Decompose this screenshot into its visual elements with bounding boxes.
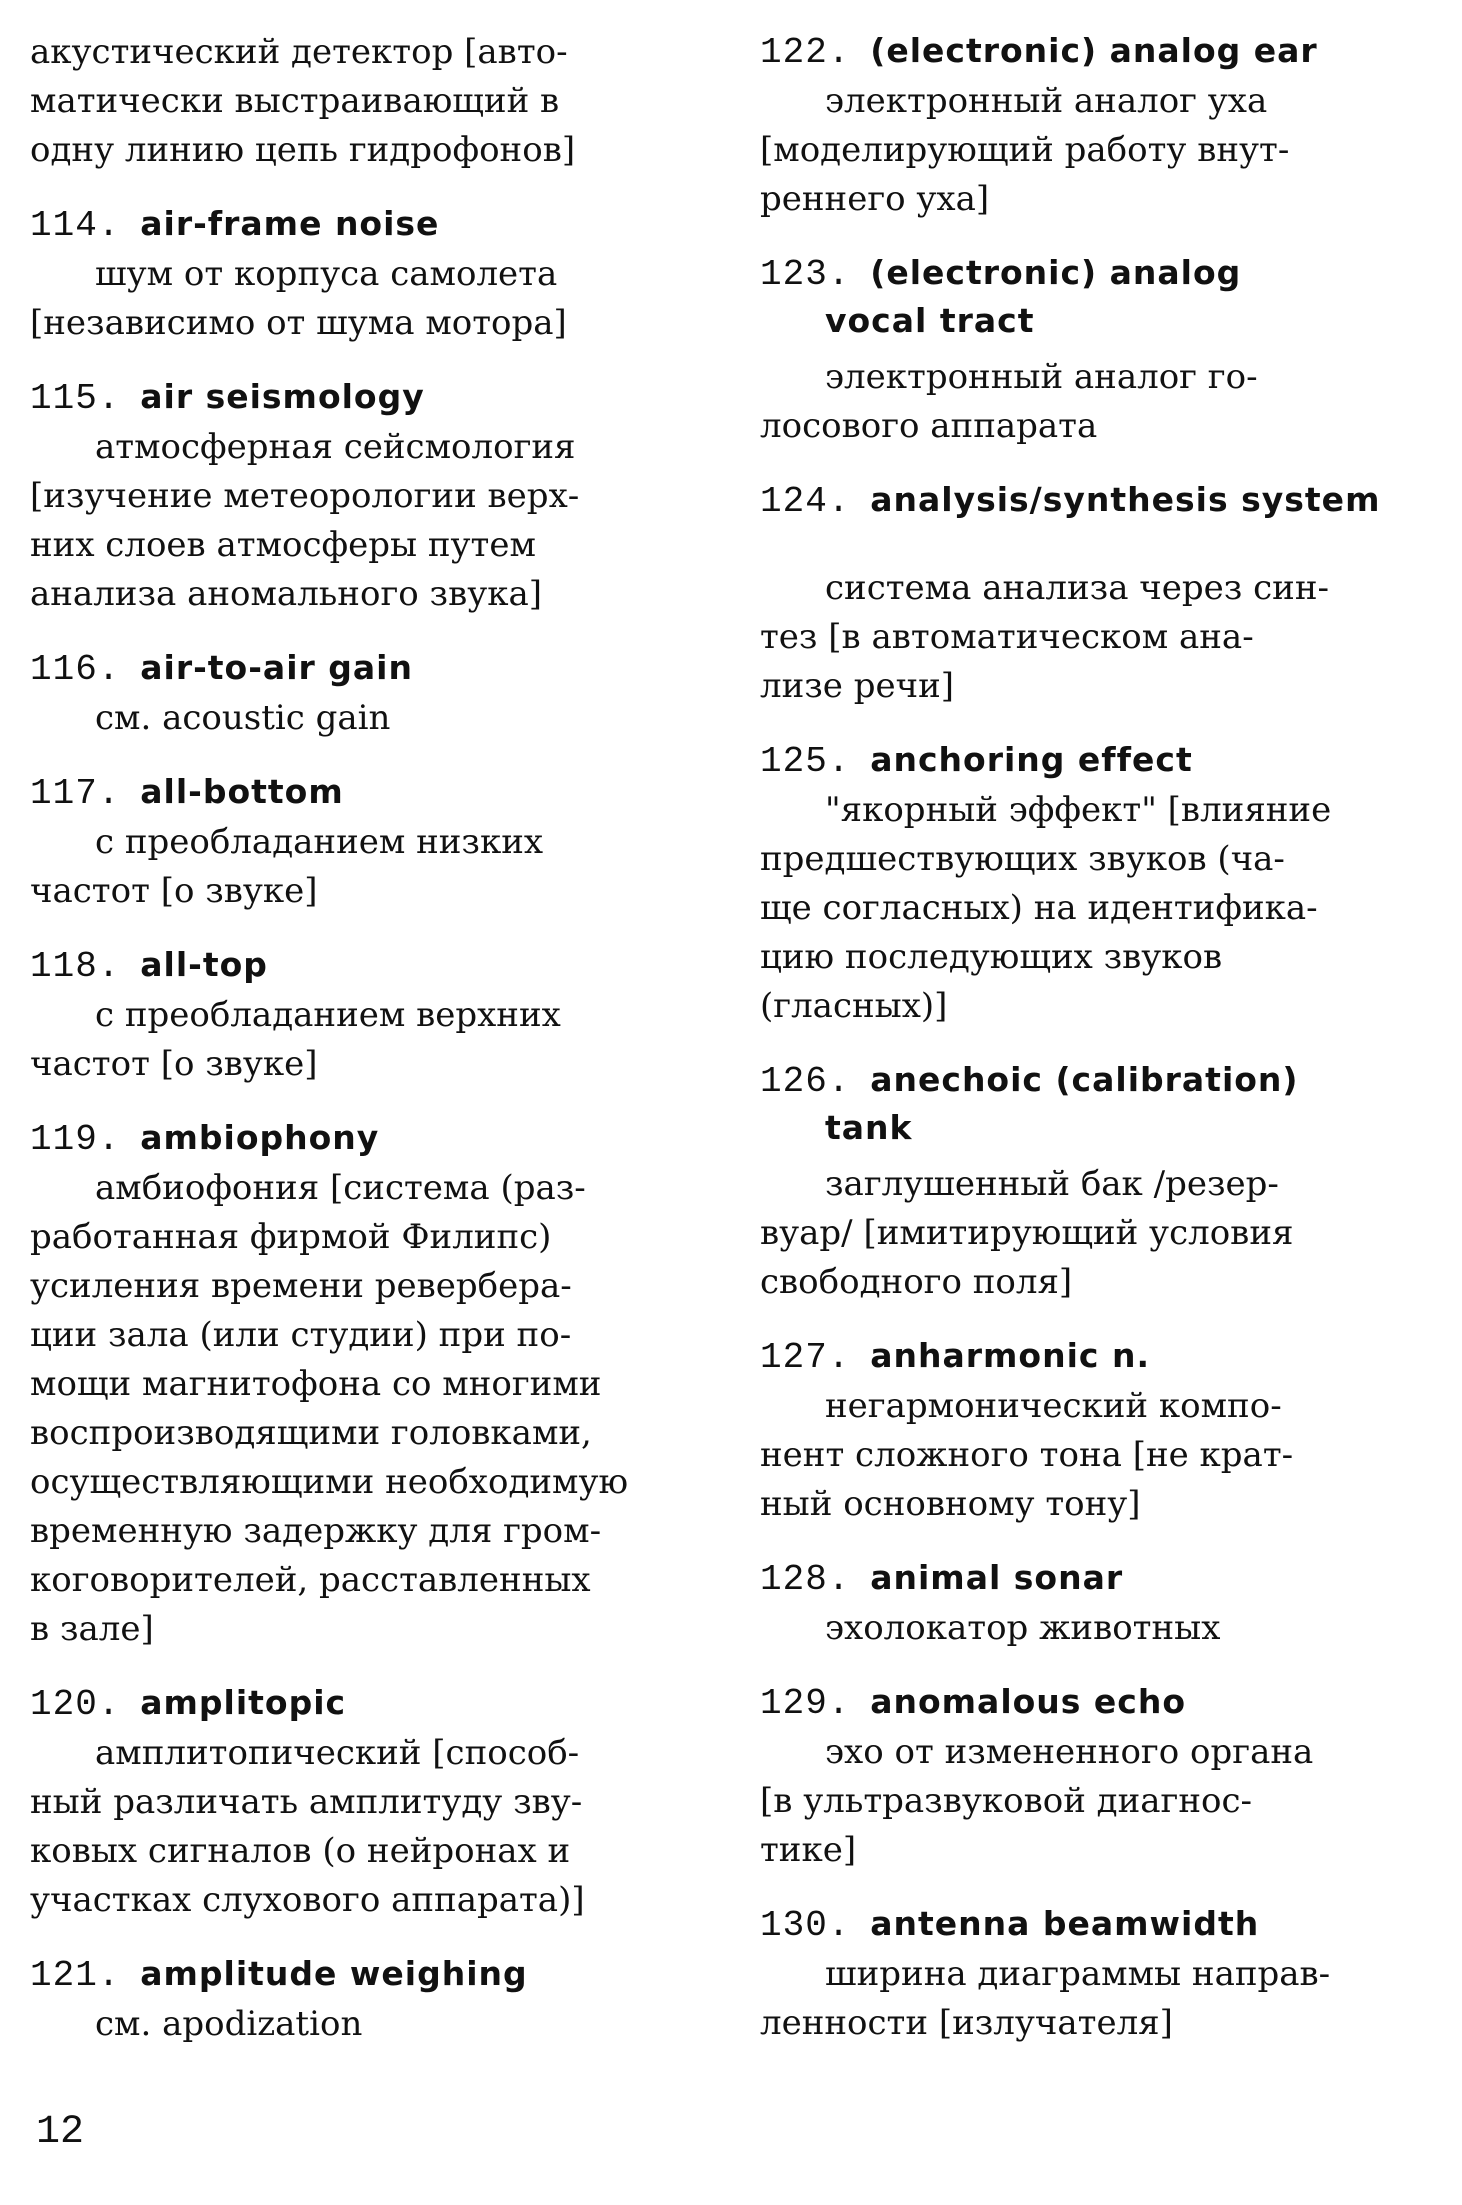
definition-line: атмосферная сейсмология — [95, 427, 576, 467]
entry-number: 114. — [30, 205, 121, 246]
definition-line: ленности [излучателя] — [760, 2003, 1173, 2043]
definition-line: [изучение метеорологии верх- — [30, 476, 580, 516]
definition-line: анализа аномального звука] — [30, 574, 543, 614]
entry-118 — [30, 942, 710, 1089]
entry-number: 116. — [30, 649, 121, 690]
definition-line: лизе речи] — [760, 666, 955, 706]
entry-119 — [30, 1115, 710, 1654]
entry-term: ambiophony — [140, 1118, 380, 1157]
entry-term: all-bottom — [140, 772, 344, 811]
definition-line: эхо от измененного органа — [825, 1732, 1314, 1772]
entry-number: 118. — [30, 946, 121, 987]
entry-term: antenna beamwidth — [870, 1904, 1260, 1943]
definition-line: матически выстраивающий в — [30, 81, 560, 121]
definition-line: (гласных)] — [760, 986, 948, 1026]
definition-line: электронный аналог уха — [825, 81, 1268, 121]
definition-line: них слоев атмосферы путем — [30, 525, 536, 565]
definition-line: тике] — [760, 1830, 857, 1870]
definition-line: воспроизводящими головками, — [30, 1413, 592, 1453]
page-number: 12 — [36, 2110, 85, 2155]
entry-number: 126. — [760, 1061, 851, 1102]
entry-number: 125. — [760, 741, 851, 782]
entry-term: (electronic) analog — [870, 253, 1242, 292]
definition-line: ции зала (или студии) при по- — [30, 1315, 572, 1355]
entry-number: 119. — [30, 1119, 121, 1160]
definition-line: цию последующих звуков — [760, 937, 1223, 977]
entry-126 — [760, 1057, 1450, 1307]
entry-128 — [760, 1555, 1450, 1653]
definition-line: с преобладанием низких — [95, 822, 544, 862]
definition-line: мощи магнитофона со многими — [30, 1364, 602, 1404]
entry-114 — [30, 201, 710, 348]
definition-line: заглушенный бак /резер- — [825, 1164, 1279, 1204]
entry-number: 130. — [760, 1905, 851, 1946]
definition-line: усиления времени реверберa- — [30, 1266, 572, 1306]
definition-line: эхолокатор животных — [825, 1608, 1221, 1648]
entry-term: air-frame noise — [140, 204, 440, 243]
definition-line: нент сложного тона [не крат- — [760, 1435, 1294, 1475]
definition-line: ный различать амплитуду зву- — [30, 1782, 583, 1822]
entry-121 — [30, 1951, 710, 2049]
entry-117 — [30, 769, 710, 916]
definition-line: шум от корпуса самолета — [95, 254, 558, 294]
right-column — [760, 28, 1450, 2074]
definition-line: электронный аналог го- — [825, 357, 1258, 397]
entry-number: 127. — [760, 1337, 851, 1378]
entry-term: air seismology — [140, 377, 425, 416]
entry-term: (electronic) analog ear — [870, 31, 1318, 70]
entry-number: 129. — [760, 1683, 851, 1724]
definition-line: [в ультразвуковой диагнос- — [760, 1781, 1253, 1821]
entry-term: analysis/synthesis system — [870, 480, 1381, 519]
definition-line: амбиофония [система (раз- — [95, 1168, 586, 1208]
entry-number: 123. — [760, 254, 851, 295]
definition-line: акустический детектор [авто- — [30, 32, 568, 72]
entry-term: anchoring effect — [870, 740, 1193, 779]
entry-term: anharmonic n. — [870, 1336, 1150, 1375]
definition-line: лосового аппарата — [760, 406, 1098, 446]
definition-line: [независимо от шума мотора] — [30, 303, 567, 343]
definition-line: частот [о звуке] — [30, 1044, 318, 1084]
definition-line: ковых сигналов (о нейронах и — [30, 1831, 571, 1871]
definition-line: ный основному тону] — [760, 1484, 1141, 1524]
entry-number: 124. — [760, 481, 851, 522]
entry-number: 122. — [760, 32, 851, 73]
entry-127 — [760, 1333, 1450, 1529]
definition-line: негармонический компо- — [825, 1386, 1282, 1426]
entry-115 — [30, 374, 710, 619]
definition-line: осуществляющими необходимую — [30, 1462, 629, 1502]
entry-term: amplitopic — [140, 1683, 347, 1722]
definition-line: в зале] — [30, 1609, 154, 1649]
entry-130 — [760, 1901, 1450, 2048]
cross-reference: см. apodization — [95, 2004, 363, 2044]
entry-number: 128. — [760, 1559, 851, 1600]
definition-line: [моделирующий работу внут- — [760, 130, 1290, 170]
entry-129 — [760, 1679, 1450, 1875]
entry-term: amplitude weighing — [140, 1954, 528, 1993]
entry-term: all-top — [140, 945, 268, 984]
entry-number: 121. — [30, 1955, 121, 1996]
left-column — [30, 28, 710, 2075]
definition-line: свободного поля] — [760, 1262, 1073, 1302]
cross-reference: см. acoustic gain — [95, 698, 391, 738]
definition-line: одну линию цепь гидрофонов] — [30, 130, 576, 170]
definition-line: амплитопический [способ- — [95, 1733, 580, 1773]
entry-number: 115. — [30, 378, 121, 419]
entry-120 — [30, 1680, 710, 1925]
definition-line: вуар/ [имитирующий условия — [760, 1213, 1294, 1253]
spacer — [760, 526, 1450, 564]
carryover-entry — [30, 28, 710, 175]
definition-line: ширина диаграммы направ- — [825, 1954, 1331, 1994]
entry-124 — [760, 477, 1450, 711]
entry-122 — [760, 28, 1450, 224]
entry-term-continued: vocal tract — [825, 301, 1035, 340]
definition-line: участках слухового аппарата)] — [30, 1880, 585, 1920]
definition-line: частот [о звуке] — [30, 871, 318, 911]
entry-term: anomalous echo — [870, 1682, 1187, 1721]
entry-term-continued: tank — [825, 1108, 913, 1147]
definition-line: реннего уха] — [760, 179, 990, 219]
definition-line: предшествующих звуков (ча- — [760, 839, 1285, 879]
entry-123 — [760, 250, 1450, 451]
entry-term: air-to-air gain — [140, 648, 413, 687]
entry-number: 120. — [30, 1684, 121, 1725]
definition-line: с преобладанием верхних — [95, 995, 561, 1035]
definition-line: работанная фирмой Филипс) — [30, 1217, 552, 1257]
definition-line: система анализа через син- — [825, 568, 1329, 608]
entry-number: 117. — [30, 773, 121, 814]
entry-125 — [760, 737, 1450, 1031]
entry-116 — [30, 645, 710, 743]
entry-term: animal sonar — [870, 1558, 1124, 1597]
definition-line: коговорителей, расставленных — [30, 1560, 591, 1600]
definition-line: тез [в автоматическом ана- — [760, 617, 1254, 657]
definition-line: "якорный эффект" [влияние — [825, 790, 1332, 830]
entry-term: anechoic (calibration) — [870, 1060, 1299, 1099]
definition-line: временную задержку для гром- — [30, 1511, 602, 1551]
definition-line: ще согласных) на идентифика- — [760, 888, 1318, 928]
